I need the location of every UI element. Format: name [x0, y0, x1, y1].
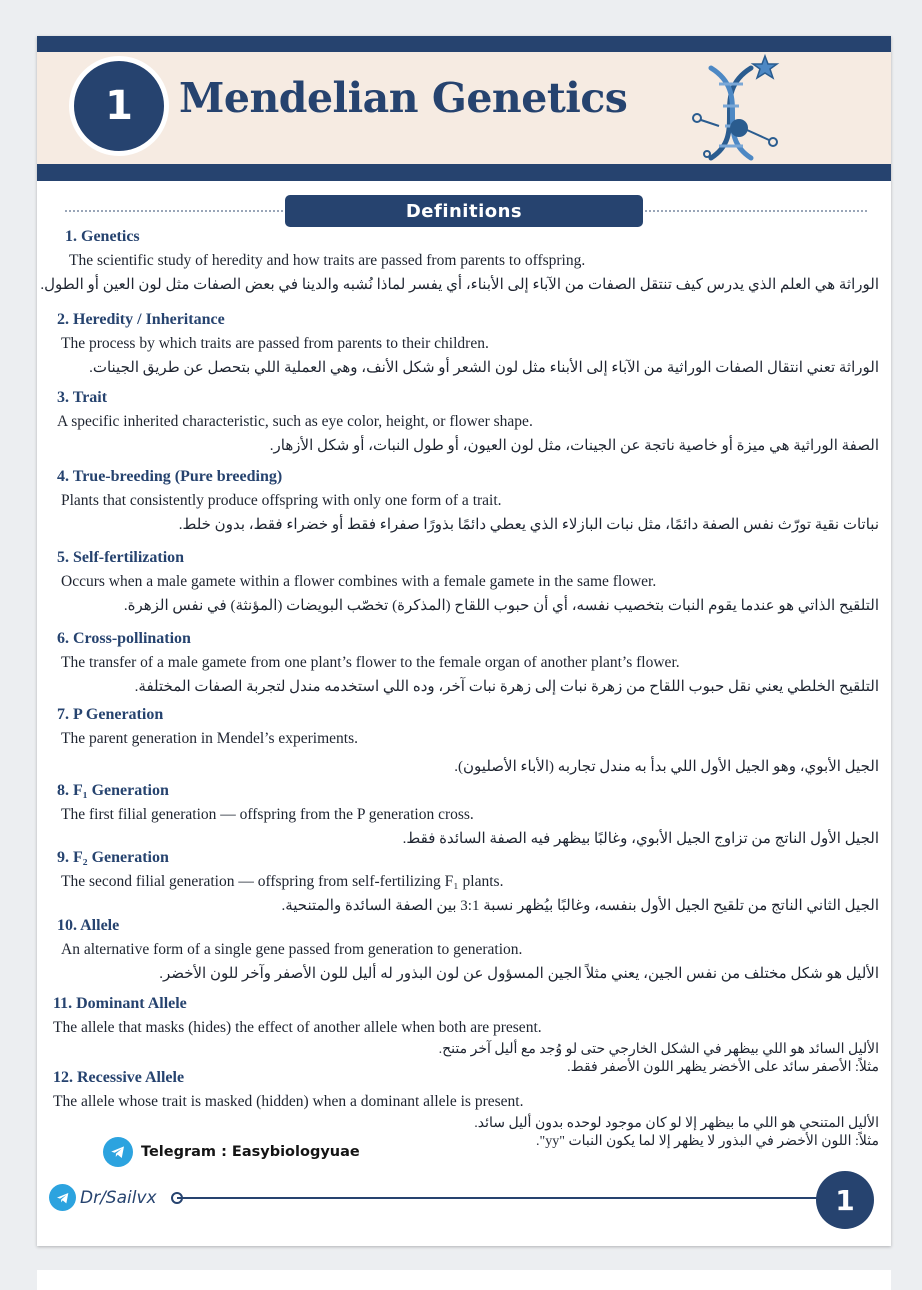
author-name: Dr/Sailvx [80, 1187, 157, 1208]
section-label: Definitions [285, 195, 643, 227]
arabic-line: الأليل المتنحي هو اللي ما بيظهر إلا لو كان موجود لوحده بدون أليل سائد. [474, 1116, 879, 1131]
definition-arabic [53, 895, 879, 917]
arabic-line: الجيل الأبوي، وهو الجيل الأول اللي بدأ به مندل تجاربه (الأباء الأصليون). [454, 759, 879, 775]
definition-title: 10. Allele [57, 917, 120, 934]
definition-item [53, 848, 879, 917]
definition-item [53, 705, 879, 778]
definition-arabic [40, 274, 879, 296]
definition-title: 8. F₁ Generation [57, 782, 169, 799]
definition-english: The first filial generation — offspring from the P generation cross. [61, 806, 474, 823]
definition-arabic [53, 357, 879, 379]
definition-title: 2. Heredity / Inheritance [57, 311, 225, 328]
definition-title: 6. Cross-pollination [57, 630, 191, 647]
definition-item [53, 781, 879, 850]
definition-english: The transfer of a male gamete from one plant’s flower to the female organ of another plant’s flower. [61, 654, 680, 671]
definition-english: The parent generation in Mendel’s experiments. [61, 730, 358, 747]
page-sheet [37, 36, 891, 1246]
arabic-line: الوراثة هي العلم الذي يدرس كيف تنتقل الصفات من الآباء إلى الأبناء، أي يفسر لماذا نُشبه والدينا في بعض الصفات مثل لون العين أو الطول. [40, 277, 879, 293]
definition-arabic [53, 676, 879, 698]
definition-arabic [53, 828, 879, 850]
definition-title: 4. True-breeding (Pure breeding) [57, 468, 283, 485]
definition-title: 12. Recessive Allele [53, 1069, 185, 1086]
definition-english: The allele that masks (hides) the effect of another allele when both are present. [53, 1019, 542, 1036]
author-signature[interactable] [49, 1184, 157, 1211]
definition-item [40, 227, 879, 296]
arabic-line: الصفة الوراثية هي ميزة أو خاصية ناتجة عن الجينات، مثل لون العيون، أو طول النبات، أو شكل الأزهار. [269, 438, 879, 454]
definition-title: 1. Genetics [65, 228, 140, 245]
definition-item [53, 388, 879, 457]
telegram-icon [103, 1137, 133, 1167]
arabic-line: التلقيح الذاتي هو عندما يقوم النبات بتخصيب نفسه، أي أن حبوب اللقاح (المذكرة) تخصّب البويضات (المؤنثة) في نفس الزهرة. [123, 598, 879, 614]
definition-arabic [53, 514, 879, 536]
chapter-title: Mendelian Genetics [179, 74, 628, 122]
definition-english: The second filial generation — offspring from self-fertilizing F₁ plants. [61, 873, 504, 890]
definition-title: 7. P Generation [57, 706, 164, 723]
definition-item [53, 916, 879, 985]
arabic-line: الوراثة تعني انتقال الصفات الوراثية من الآباء إلى الأبناء مثل لون الشعر أو شكل الأنف، وهي العملية اللي بتحصل عن طريق الجينات. [89, 360, 879, 376]
definition-english: The allele whose trait is masked (hidden) when a dominant allele is present. [53, 1093, 524, 1110]
definition-title: 11. Dominant Allele [53, 995, 187, 1012]
definition-arabic [53, 435, 879, 457]
arabic-line: الجيل الثاني الناتج من تلقيح الجيل الأول بنفسه، وغالبًا بيُظهر نسبة 3:1 بين الصفة السائدة والمتنحية. [281, 898, 879, 914]
telegram-channel-link[interactable] [103, 1137, 360, 1167]
dna-icon [689, 54, 781, 164]
footer-divider [177, 1197, 817, 1199]
arabic-line: مثلاً: اللون الأخضر في البذور لا يظهر إلا لما يكون النبات "yy". [536, 1134, 879, 1149]
definition-item [53, 467, 879, 536]
definition-english: A specific inherited characteristic, such as eye color, height, or flower shape. [57, 413, 533, 430]
section-divider-right [645, 210, 867, 212]
definition-arabic [53, 595, 879, 617]
definition-english: Occurs when a male gamete within a flower combines with a female gamete in the same flower. [61, 573, 657, 590]
arabic-line: الجيل الأول الناتج من تزاوج الجيل الأبوي، وغالبًا بيظهر فيه الصفة السائدة فقط. [402, 831, 879, 847]
definition-arabic [53, 963, 879, 985]
definition-title: 5. Self-fertilization [57, 549, 185, 566]
section-divider-left [65, 210, 283, 212]
definition-title: 9. F₂ Generation [57, 849, 169, 866]
arabic-line: نباتات نقية تورّث نفس الصفة دائمًا، مثل نبات البازلاء الذي يعطي دائمًا بذورًا صفراء فقط أو خضراء فقط، بدون خلط. [178, 517, 879, 533]
telegram-icon [49, 1184, 76, 1211]
definition-english: The scientific study of heredity and how traits are passed from parents to offspring. [69, 252, 586, 269]
definition-item [53, 994, 879, 1077]
page-number-badge: 1 [816, 1171, 874, 1229]
arabic-line: الأليل هو شكل مختلف من نفس الجين، يعني مثلاً الجين المسؤول عن لون البذور له أليل للون الأصفر وآخر للون الأخضر. [159, 966, 879, 982]
telegram-label: Telegram : Easybiologyuae [141, 1144, 360, 1160]
definition-item [53, 548, 879, 617]
chapter-header [37, 36, 891, 181]
definition-item [53, 629, 879, 698]
next-page-edge [37, 1270, 891, 1290]
definition-english: An alternative form of a single gene passed from generation to generation. [61, 941, 523, 958]
definition-item [53, 310, 879, 379]
definition-arabic [53, 756, 879, 778]
chapter-number-badge: 1 [69, 56, 169, 156]
arabic-line: مثلاً: الأصفر سائد على الأخضر يظهر اللون الأصفر فقط. [567, 1060, 879, 1075]
definition-english: Plants that consistently produce offspring with only one form of a trait. [61, 492, 502, 509]
definition-english: The process by which traits are passed from parents to their children. [61, 335, 489, 352]
arabic-line: الأليل السائد هو اللي بيظهر في الشكل الخارجي حتى لو وُجد مع أليل آخر متنح. [438, 1042, 879, 1057]
definition-title: 3. Trait [57, 389, 108, 406]
arabic-line: التلقيح الخلطي يعني نقل حبوب اللقاح من زهرة نبات إلى زهرة نبات آخر، وده اللي استخدمه مندل لتجربة الصفات المختلفة. [134, 679, 879, 695]
